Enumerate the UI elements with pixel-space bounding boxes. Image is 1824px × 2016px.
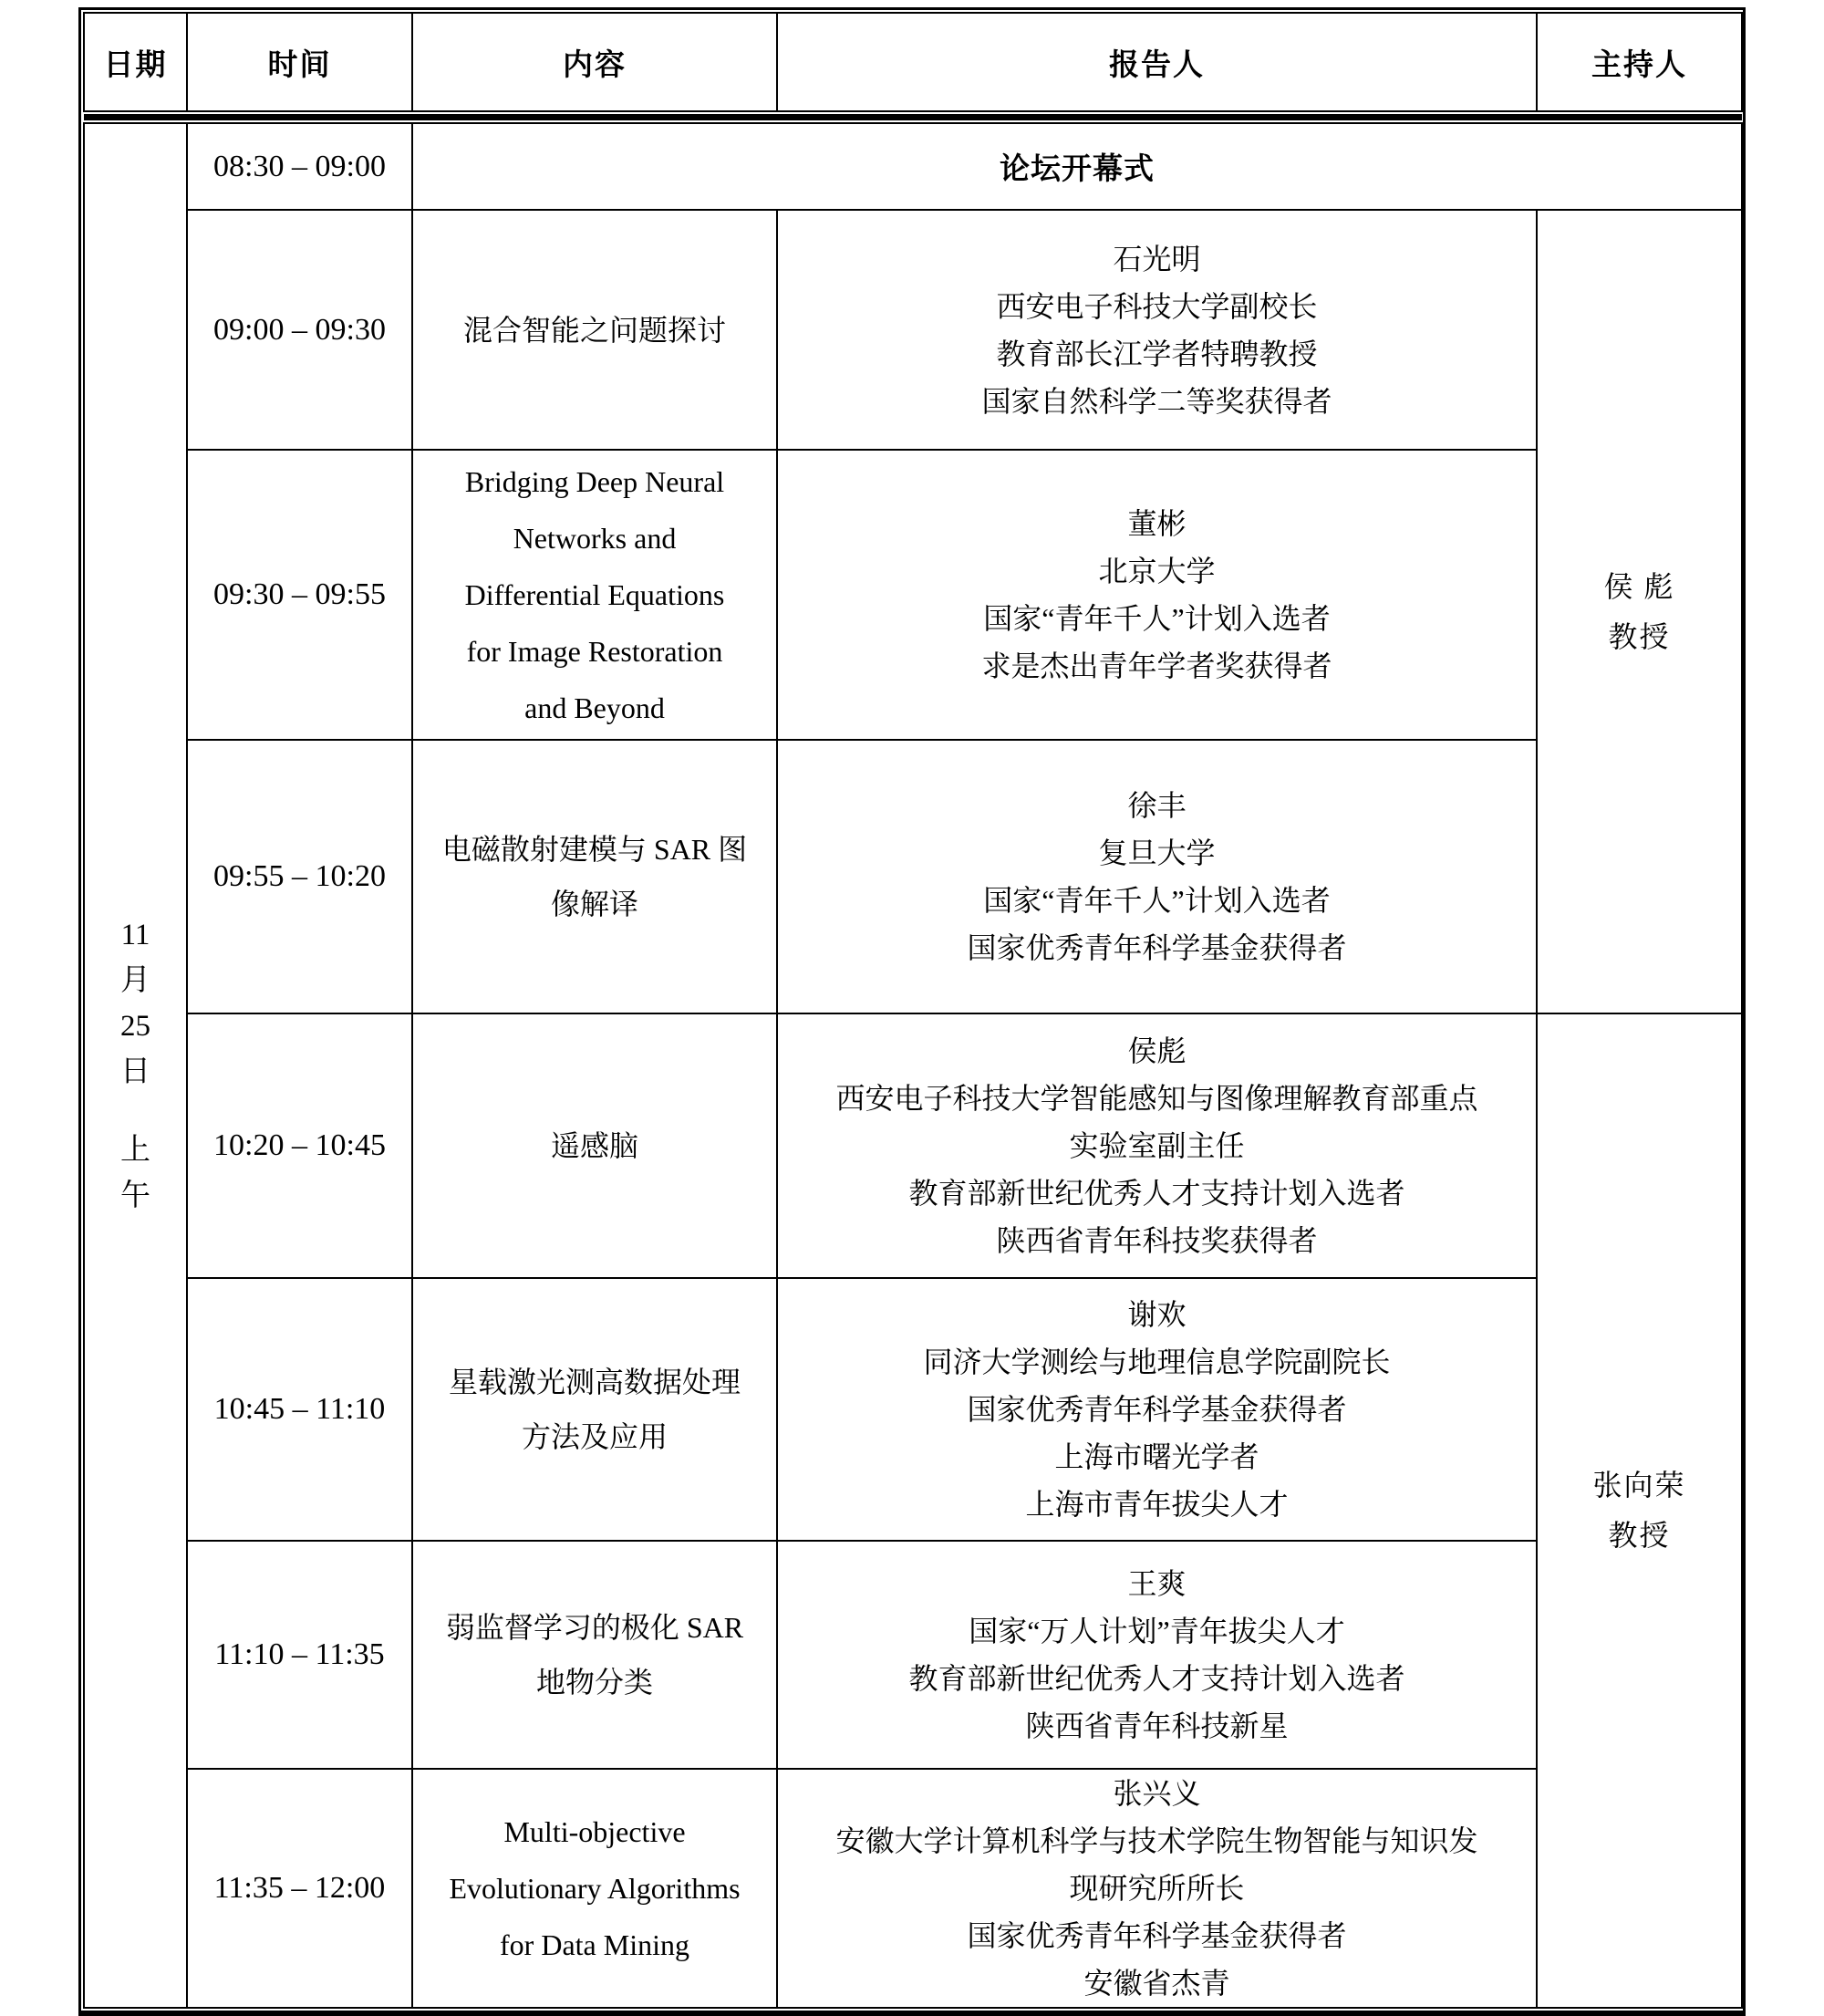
time-cell: 10:20 – 10:45 <box>187 1013 412 1278</box>
date-cell <box>84 123 187 2008</box>
content-line: 遥感脑 <box>550 1129 638 1162</box>
speaker-line: 国家优秀青年科学基金获得者 <box>967 931 1347 964</box>
date-period-line: 午 <box>120 1179 150 1212</box>
speaker-line: 国家“万人计划”青年拔尖人才 <box>969 1615 1345 1647</box>
speaker-line: 安徽省杰青 <box>1083 1967 1230 2000</box>
header-cell-0: 日期 <box>84 13 187 111</box>
host-title: 教授 <box>1608 619 1671 653</box>
speaker-line: 董彬 <box>1127 507 1187 540</box>
opening-ceremony-cell: 论坛开幕式 <box>412 123 1742 210</box>
content-line: 地物分类 <box>535 1666 653 1699</box>
speaker-line: 上海市曙光学者 <box>1054 1440 1259 1473</box>
speaker-line: 西安电子科技大学智能感知与图像理解教育部重点 <box>835 1082 1478 1115</box>
content-line: Multi-objective <box>503 1815 686 1848</box>
time-cell: 11:10 – 11:35 <box>187 1541 412 1769</box>
time-cell: 09:55 – 10:20 <box>187 740 412 1013</box>
content-line: 混合智能之问题探讨 <box>462 313 726 347</box>
content-line: Bridging Deep Neural <box>464 465 725 498</box>
date-line: 月 <box>120 964 150 997</box>
speaker-line: 教育部新世纪优秀人才支持计划入选者 <box>908 1662 1405 1695</box>
speaker-cell <box>777 1541 1537 1769</box>
header-cell-1: 时间 <box>187 13 412 111</box>
speaker-line: 国家优秀青年科学基金获得者 <box>967 1919 1347 1952</box>
date-line: 25 <box>120 1010 150 1043</box>
header-separator <box>84 111 1742 123</box>
time-cell-opening: 08:30 – 09:00 <box>187 123 412 210</box>
content-line: 像解译 <box>550 888 638 920</box>
speaker-line: 实验室副主任 <box>1069 1129 1245 1162</box>
session-row <box>84 1013 1742 1278</box>
content-line: for Image Restoration <box>466 635 723 668</box>
speaker-line: 教育部新世纪优秀人才支持计划入选者 <box>908 1177 1405 1210</box>
speaker-line: 国家优秀青年科学基金获得者 <box>967 1393 1347 1426</box>
content-line: and Beyond <box>524 691 665 724</box>
content-line: Differential Equations <box>464 578 725 611</box>
content-line: 星载激光测高数据处理 <box>448 1366 741 1398</box>
date-period-line: 上 <box>120 1134 150 1167</box>
header-cell-2: 内容 <box>412 13 777 111</box>
content-line: 方法及应用 <box>521 1420 668 1453</box>
speaker-line: 北京大学 <box>1098 555 1216 587</box>
session-row <box>84 210 1742 450</box>
header-cell-4: 主持人 <box>1537 13 1742 111</box>
speaker-line: 国家“青年千人”计划入选者 <box>983 602 1331 635</box>
content-cell <box>412 1769 777 2008</box>
content-cell <box>412 1278 777 1541</box>
speaker-line: 求是杰出青年学者奖获得者 <box>981 649 1332 682</box>
session-row <box>84 1769 1742 2008</box>
session-row <box>84 740 1742 1013</box>
host-name: 张向荣 <box>1592 1469 1686 1502</box>
host-title: 教授 <box>1608 1519 1671 1552</box>
schedule-table <box>83 12 1743 2009</box>
host-name: 侯 彪 <box>1603 569 1675 603</box>
date-line: 日 <box>120 1055 150 1088</box>
content-line: 弱监督学习的极化 SAR <box>445 1611 744 1644</box>
time-cell: 11:35 – 12:00 <box>187 1769 412 2008</box>
content-line: for Data Mining <box>500 1928 689 1961</box>
speaker-line: 同济大学测绘与地理信息学院副院长 <box>923 1346 1391 1378</box>
speaker-line: 安徽大学计算机科学与技术学院生物智能与知识发 <box>835 1824 1478 1857</box>
speaker-line: 张兴义 <box>1113 1777 1201 1810</box>
time-cell: 09:00 – 09:30 <box>187 210 412 450</box>
speaker-cell <box>777 450 1537 740</box>
header-cell-3: 报告人 <box>777 13 1537 111</box>
table-outer-border <box>78 7 1746 2016</box>
speaker-cell <box>777 210 1537 450</box>
content-cell <box>412 1541 777 1769</box>
speaker-line: 谢欢 <box>1127 1298 1187 1331</box>
date-gap <box>90 1095 181 1128</box>
speaker-line: 国家“青年千人”计划入选者 <box>983 884 1331 917</box>
speaker-line: 陕西省青年科技奖获得者 <box>996 1224 1318 1257</box>
time-cell: 09:30 – 09:55 <box>187 450 412 740</box>
speaker-line: 徐丰 <box>1127 789 1187 822</box>
speaker-line: 上海市青年拔尖人才 <box>1025 1488 1289 1521</box>
session-row <box>84 1278 1742 1541</box>
session-row <box>84 1541 1742 1769</box>
session-row <box>84 450 1742 740</box>
speaker-line: 王爽 <box>1127 1567 1187 1600</box>
content-cell <box>412 450 777 740</box>
date-line: 11 <box>120 919 150 951</box>
speaker-line: 陕西省青年科技新星 <box>1025 1709 1289 1742</box>
content-cell <box>412 1013 777 1278</box>
opening-row <box>84 123 1742 210</box>
content-line: Evolutionary Algorithms <box>449 1872 741 1905</box>
speaker-line: 西安电子科技大学副校长 <box>996 289 1318 323</box>
speaker-line: 侯彪 <box>1127 1034 1187 1067</box>
header-separator-row <box>84 111 1742 123</box>
separator-band <box>84 114 1742 120</box>
speaker-cell <box>777 1013 1537 1278</box>
speaker-cell <box>777 740 1537 1013</box>
speaker-cell <box>777 1278 1537 1541</box>
content-line: Networks and <box>513 522 677 555</box>
speaker-cell <box>777 1769 1537 2008</box>
speaker-line: 教育部长江学者特聘教授 <box>996 337 1318 370</box>
host-cell <box>1537 210 1742 1013</box>
content-cell <box>412 740 777 1013</box>
time-cell: 10:45 – 11:10 <box>187 1278 412 1541</box>
header-row <box>84 13 1742 111</box>
content-line: 电磁散射建模与 SAR 图 <box>441 833 748 866</box>
speaker-line: 石光明 <box>1113 242 1201 275</box>
host-cell <box>1537 1013 1742 2008</box>
speaker-line: 现研究所所长 <box>1069 1872 1245 1905</box>
speaker-line: 国家自然科学二等奖获得者 <box>981 384 1332 418</box>
content-cell <box>412 210 777 450</box>
speaker-line: 复旦大学 <box>1098 837 1216 869</box>
